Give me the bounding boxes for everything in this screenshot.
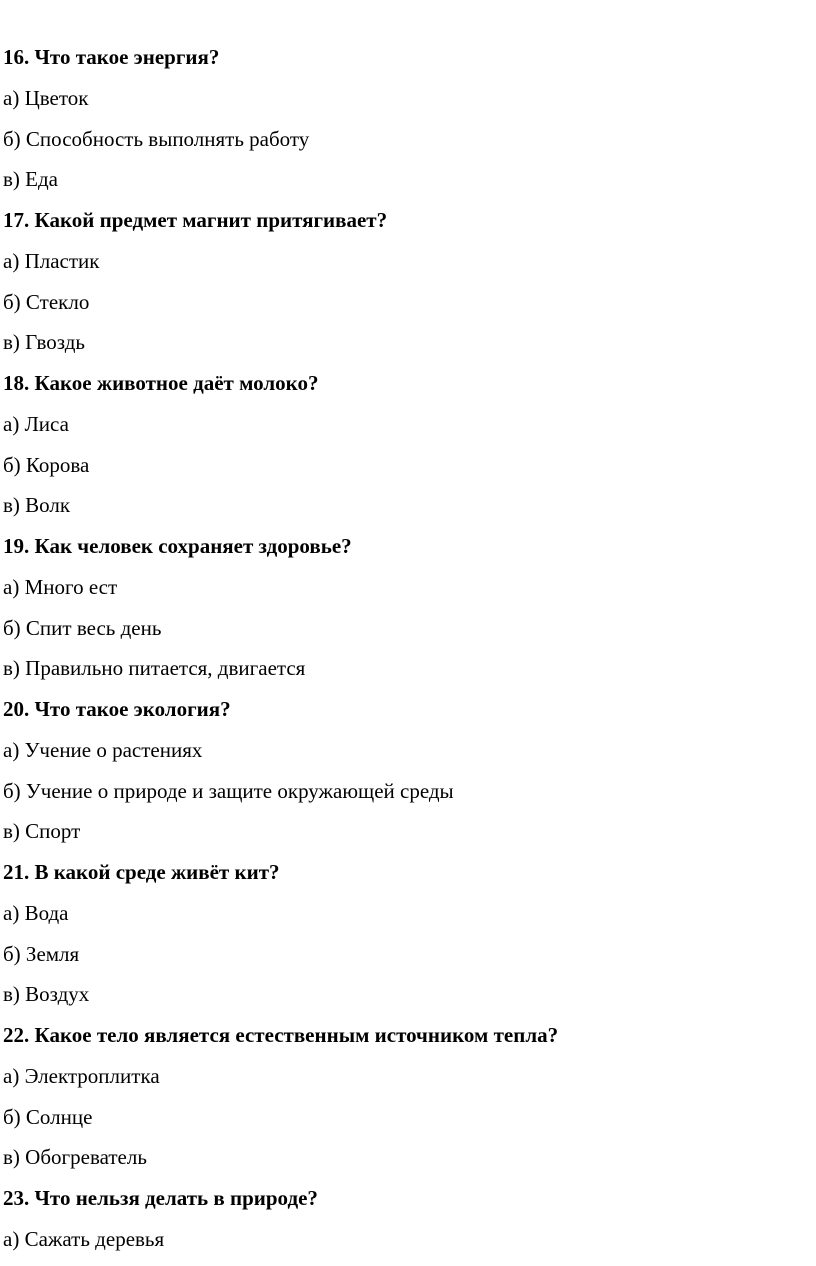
question-title: 17. Какой предмет магнит притягивает? [3,208,388,232]
question-title: 20. Что такое экология? [3,697,231,721]
answer-option: в) Спорт [3,819,81,844]
question-title: 22. Какое тело является естественным источником тепла? [3,1023,559,1047]
question-title: 23. Что нельзя делать в природе? [3,1186,318,1210]
answer-option: в) Гвоздь [3,330,85,355]
document-page [3,37,803,1260]
answer-option: б) Спит весь день [3,615,162,640]
question-title: 16. Что такое энергия? [3,45,220,69]
question-title: 19. Как человек сохраняет здоровье? [3,534,352,558]
answer-option: б) Учение о природе и защите окружающей среды [3,778,454,803]
question-title: 18. Какое животное даёт молоко? [3,371,319,395]
answer-option: а) Лиса [3,411,69,436]
answer-option: а) Вода [3,900,69,925]
answer-option: б) Способность выполнять работу [3,126,310,151]
answer-option: б) Корова [3,452,90,477]
question-title: 21. В какой среде живёт кит? [3,860,280,884]
answer-option: а) Электроплитка [3,1063,160,1088]
answer-option: в) Волк [3,493,71,518]
answer-option: б) Земля [3,941,80,966]
answer-option: в) Правильно питается, двигается [3,656,306,681]
answer-option: а) Сажать деревья [3,1226,165,1251]
answer-option: б) Солнце [3,1104,93,1129]
answer-option: а) Учение о растениях [3,737,203,762]
answer-option: в) Обогреватель [3,1145,147,1170]
answer-option: а) Пластик [3,248,100,273]
answer-option: а) Цветок [3,85,89,110]
answer-option: в) Воздух [3,982,90,1007]
answer-option: а) Много ест [3,574,118,599]
answer-option: в) Еда [3,167,58,192]
answer-option: б) Стекло [3,289,90,314]
